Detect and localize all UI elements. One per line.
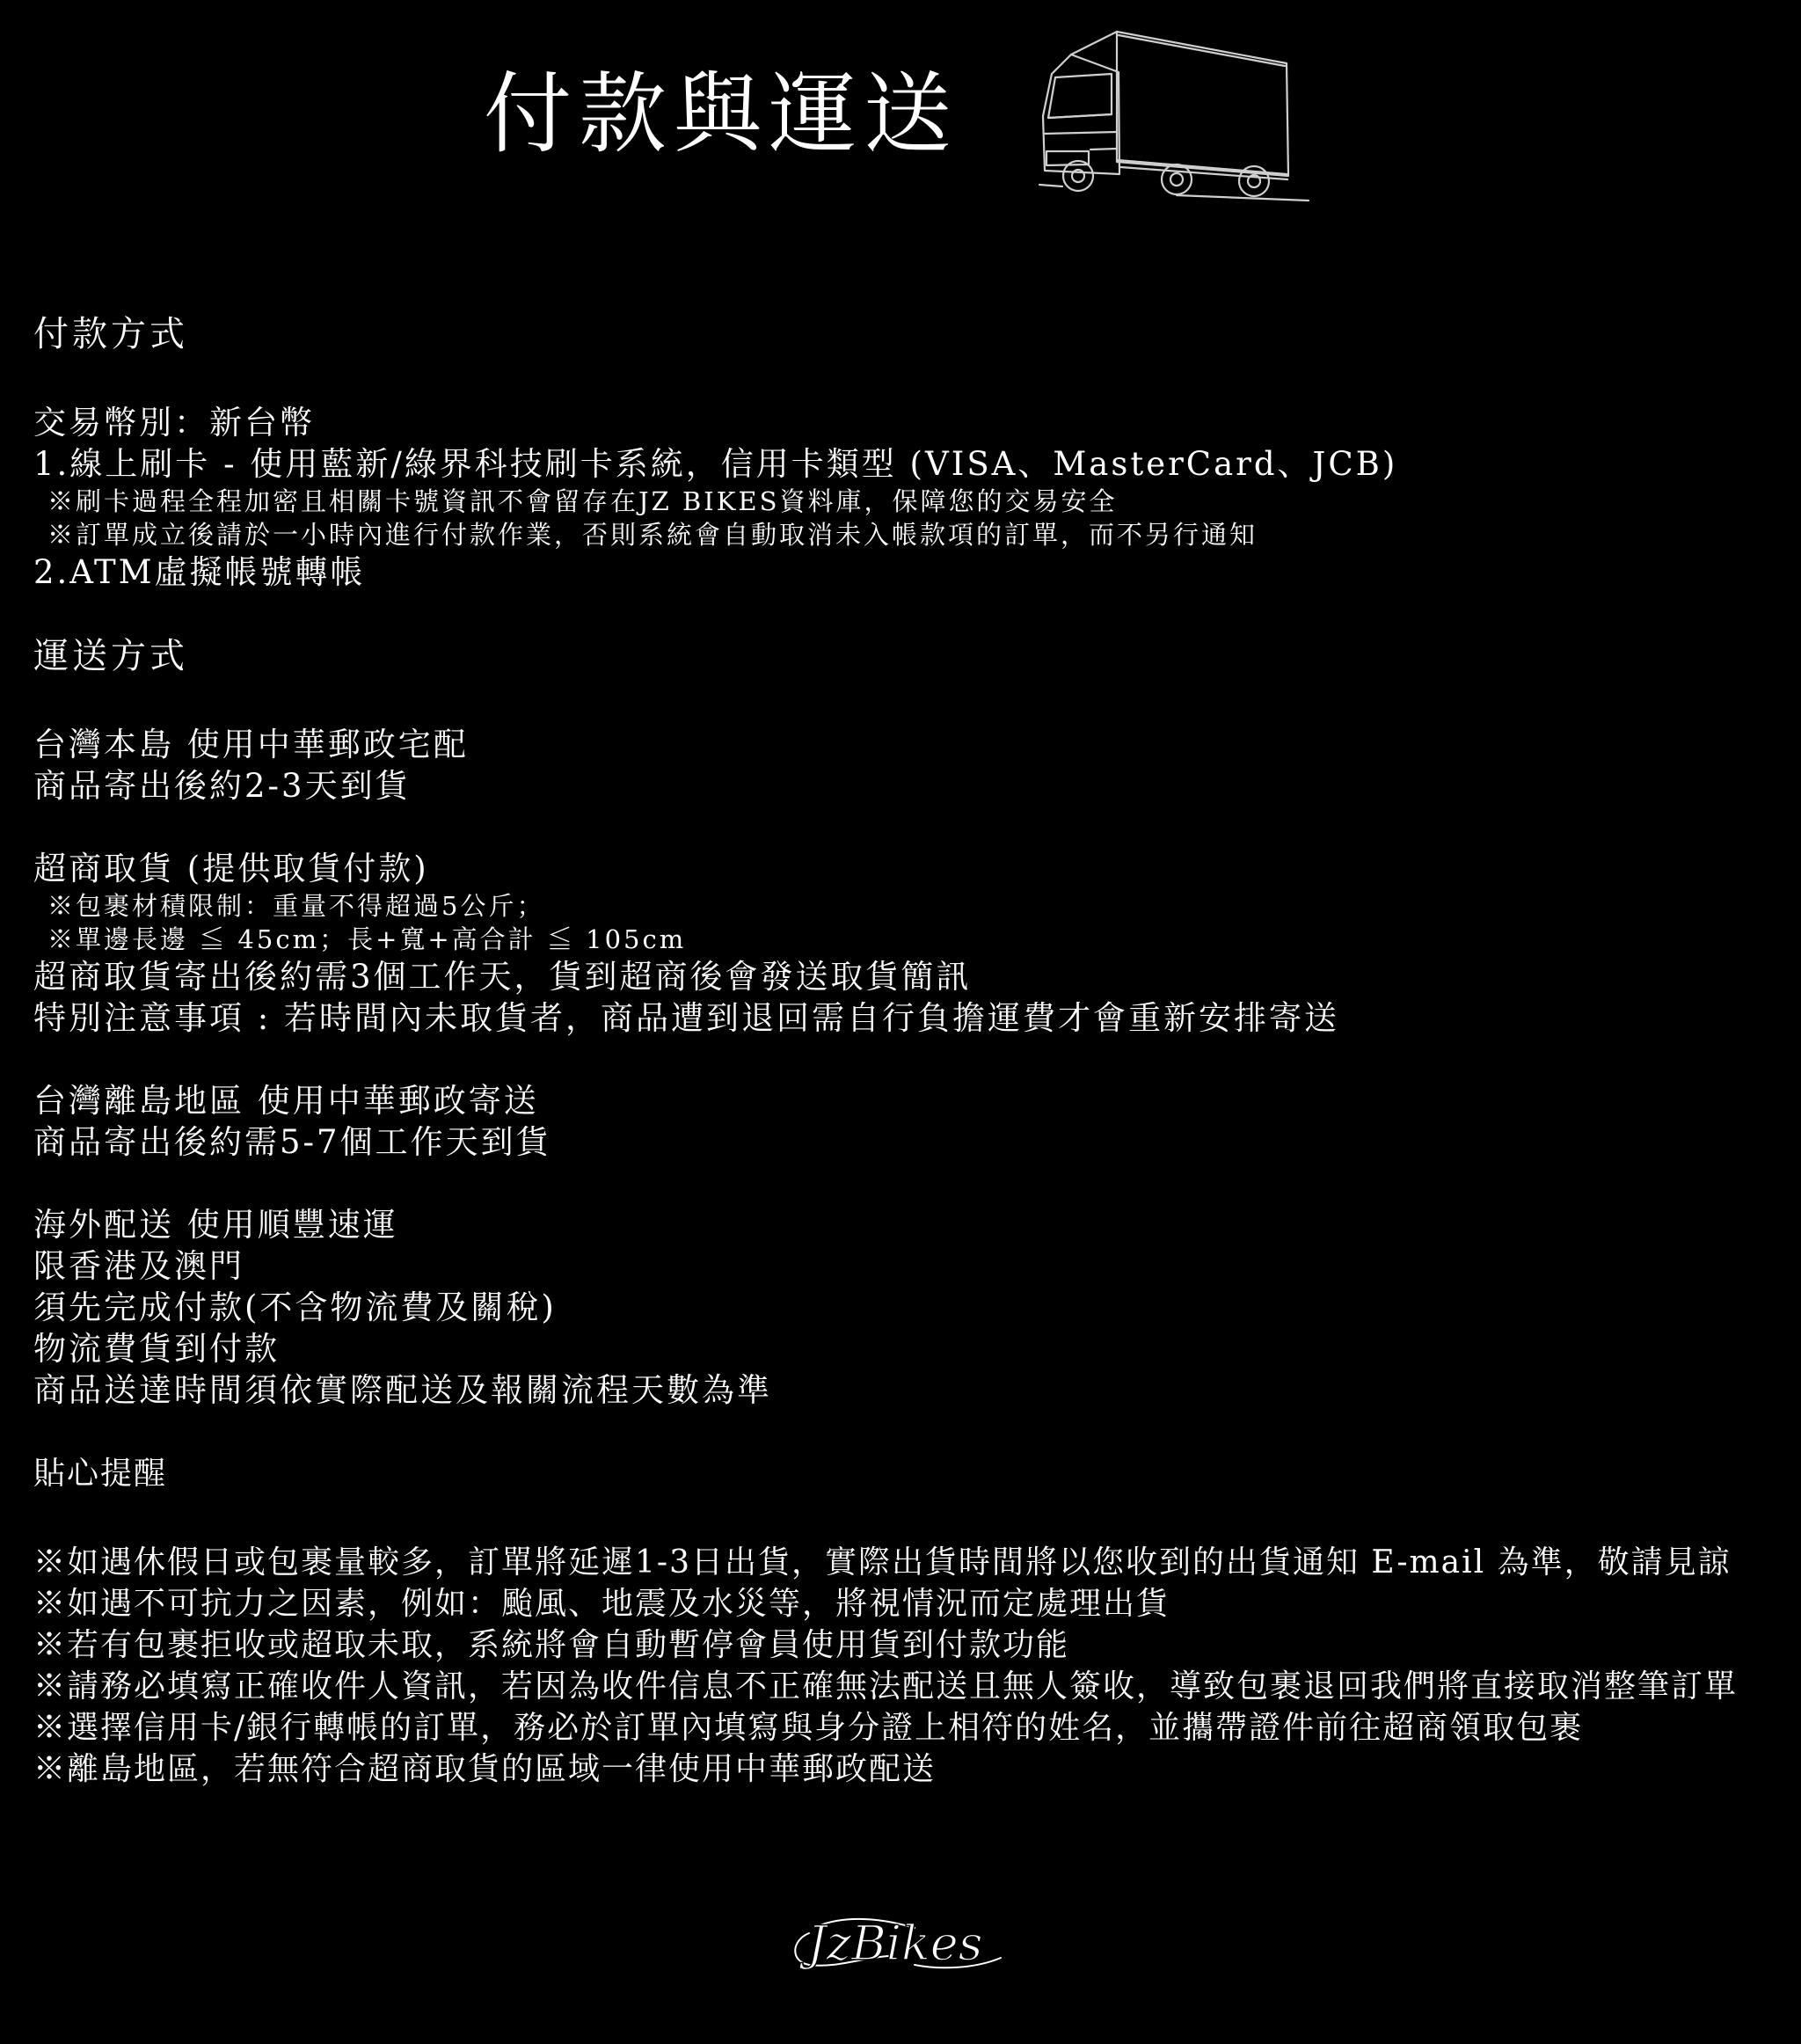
shipping-heading: 運送方式: [33, 636, 188, 676]
store-pickup-note: ※包裹材積限制：重量不得超過5公斤；: [47, 891, 545, 921]
reminder-item: ※若有包裹拒收或超取未取，系統將會自動暫停會員使用貨到付款功能: [33, 1627, 1070, 1663]
overseas-line: 海外配送 使用順豐速運: [33, 1206, 398, 1244]
delivery-truck-icon: [1036, 19, 1314, 204]
shipping-section: [33, 634, 1792, 1411]
currency-line: 交易幣別：新台幣: [33, 404, 315, 442]
atm-transfer-line: 2.ATM虛擬帳號轉帳: [33, 553, 366, 591]
store-pickup-note: ※單邊長邊 ≦ 45cm；長+寬+高合計 ≦ 105cm: [47, 924, 687, 954]
reminder-item: ※如遇不可抗力之因素，例如：颱風、地震及水災等，將視情況而定處理出貨: [33, 1586, 1170, 1622]
overseas-line: 商品送達時間須依實際配送及報關流程天數為準: [33, 1371, 772, 1409]
store-pickup-title: 超商取貨 (提供取貨付款): [33, 850, 429, 887]
logo-text: JzBikes: [807, 1916, 983, 1971]
outlying-islands-line: 商品寄出後約需5-7個工作天到貨: [33, 1123, 551, 1161]
reminder-item: ※如遇休假日或包裹量較多，訂單將延遲1-3日出貨，實際出貨時間將以您收到的出貨通知 E-mail 為準，敬請見諒: [33, 1544, 1732, 1580]
overseas-line: 物流費貨到付款: [33, 1330, 280, 1368]
store-pickup-line: 特別注意事項 : 若時間內未取貨者，商品遭到退回需自行負擔運費才會重新安排寄送: [33, 999, 1339, 1037]
main-island-line: 商品寄出後約2-3天到貨: [33, 767, 411, 805]
overseas-line: 須先完成付款(不含物流費及關稅): [33, 1288, 557, 1326]
outlying-islands-line: 台灣離島地區 使用中華郵政寄送: [33, 1082, 539, 1120]
credit-card-line: 1.線上刷卡 - 使用藍新/綠界科技刷卡系統，信用卡類型 (VISA、MasterCard、JCB): [33, 445, 1398, 483]
reminders-heading: 貼心提醒: [33, 1456, 168, 1492]
payment-shipping-content: [33, 312, 1792, 1790]
payment-note: ※訂單成立後請於一小時內進行付款作業，否則系統會自動取消未入帳款項的訂單，而不另行通知: [47, 520, 1258, 550]
payment-heading: 付款方式: [33, 314, 188, 354]
payment-note: ※刷卡過程全程加密且相關卡號資訊不會留存在JZ BIKES資料庫，保障您的交易安全: [47, 486, 1118, 516]
payment-section: [33, 312, 1792, 593]
main-island-line: 台灣本島 使用中華郵政宅配: [33, 726, 469, 763]
reminders-section: [33, 1452, 1792, 1790]
reminder-item: ※選擇信用卡/銀行轉帳的訂單，務必於訂單內填寫與身分證上相符的姓名，並攜帶證件前往超商領取包裹: [33, 1710, 1584, 1746]
jzbikes-logo: [783, 1907, 1008, 1981]
reminder-item: ※請務必填寫正確收件人資訊，若因為收件信息不正確無法配送且無人簽收，導致包裹退回我們將直接取消整筆訂單: [33, 1668, 1739, 1705]
store-pickup-line: 超商取貨寄出後約需3個工作天，貨到超商後會發送取貨簡訊: [33, 958, 972, 996]
reminder-item: ※離島地區，若無符合超商取貨的區域一律使用中華郵政配送: [33, 1751, 937, 1787]
overseas-line: 限香港及澳門: [33, 1247, 244, 1285]
page-header: [0, 0, 1801, 211]
page-title: 付款與運送: [484, 62, 959, 165]
